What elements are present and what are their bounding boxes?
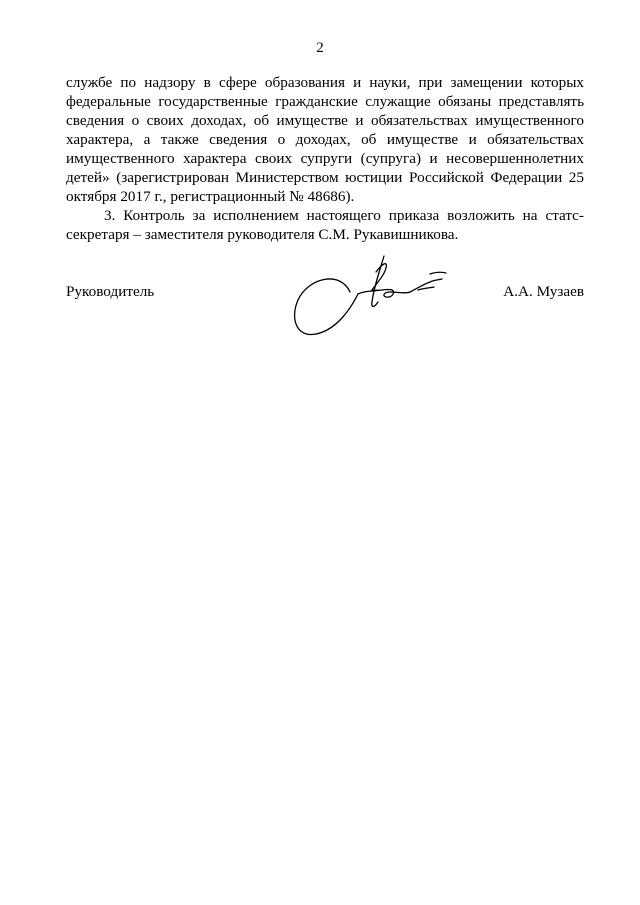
text-line: федеральные государственные гражданские служащие обязаны представлять bbox=[66, 93, 584, 110]
handwritten-signature bbox=[288, 250, 448, 342]
paragraph-continuation bbox=[66, 73, 584, 206]
signatory-name: А.А. Музаев bbox=[503, 283, 584, 300]
text-line: секретаря – заместителя руководителя С.М. Рукавишникова. bbox=[66, 226, 459, 243]
text-line: (зарегистрирован Министерством юстиции Российской Федерации 25 октября bbox=[66, 169, 584, 205]
text-line: характера, а также сведения о доходах, об имуществе и обязательствах bbox=[66, 131, 584, 148]
text-line: имущественного характера своих супруги (супруга) и несовершеннолетних детей» bbox=[66, 150, 584, 186]
text-line: 2017 г., регистрационный № 48686). bbox=[120, 188, 355, 205]
page-number: 2 bbox=[316, 40, 324, 56]
paragraph-item-3 bbox=[66, 206, 584, 244]
signature-block bbox=[66, 250, 584, 350]
text-line: 3. Контроль за исполнением настоящего приказа возложить на статс- bbox=[104, 207, 584, 224]
text-line: службе по надзору в сфере образования и науки, при замещении которых bbox=[66, 74, 584, 91]
signatory-role: Руководитель bbox=[66, 283, 155, 300]
text-line: сведения о своих доходах, об имуществе и обязательствах имущественного bbox=[66, 112, 584, 129]
document-body bbox=[66, 73, 584, 244]
